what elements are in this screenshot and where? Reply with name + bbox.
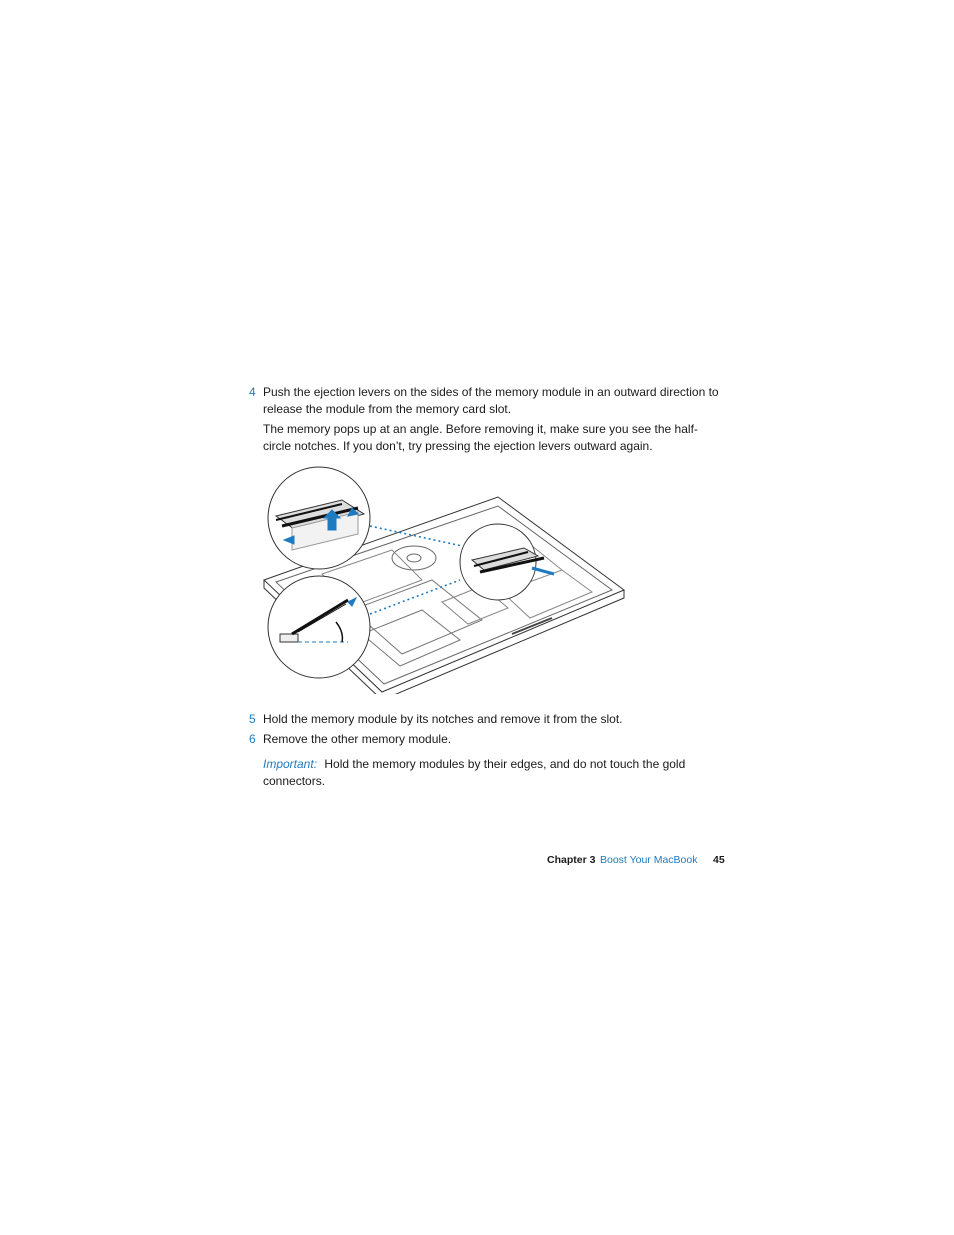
memory-removal-illustration <box>262 462 632 694</box>
footer-chapter-title: Boost Your MacBook <box>600 854 698 866</box>
step-text: Push the ejection levers on the sides of the memory module in an outward direction to release the module from the memory card slot. <box>263 385 719 416</box>
pops-up-paragraph: The memory pops up at an angle. Before removing it, make sure you see the half-circle notches. If you don’t, try pressing the ejection levers outward again. <box>263 422 698 453</box>
important-note <box>263 756 713 790</box>
step-text: Remove the other memory module. <box>263 732 452 746</box>
step-number: 5 <box>249 712 256 726</box>
step-number: 6 <box>249 732 256 746</box>
step-text: Hold the memory module by its notches and remove it from the slot. <box>263 712 623 726</box>
magnified-angle-view <box>268 576 370 678</box>
step-number: 4 <box>249 385 256 399</box>
page-number: 45 <box>713 854 725 866</box>
footer-chapter: Chapter 3 <box>547 854 596 866</box>
important-label: Important: <box>263 757 318 771</box>
important-text: Hold the memory modules by their edges, and do not touch the gold connectors. <box>263 757 686 788</box>
magnified-levers-view <box>268 467 370 569</box>
